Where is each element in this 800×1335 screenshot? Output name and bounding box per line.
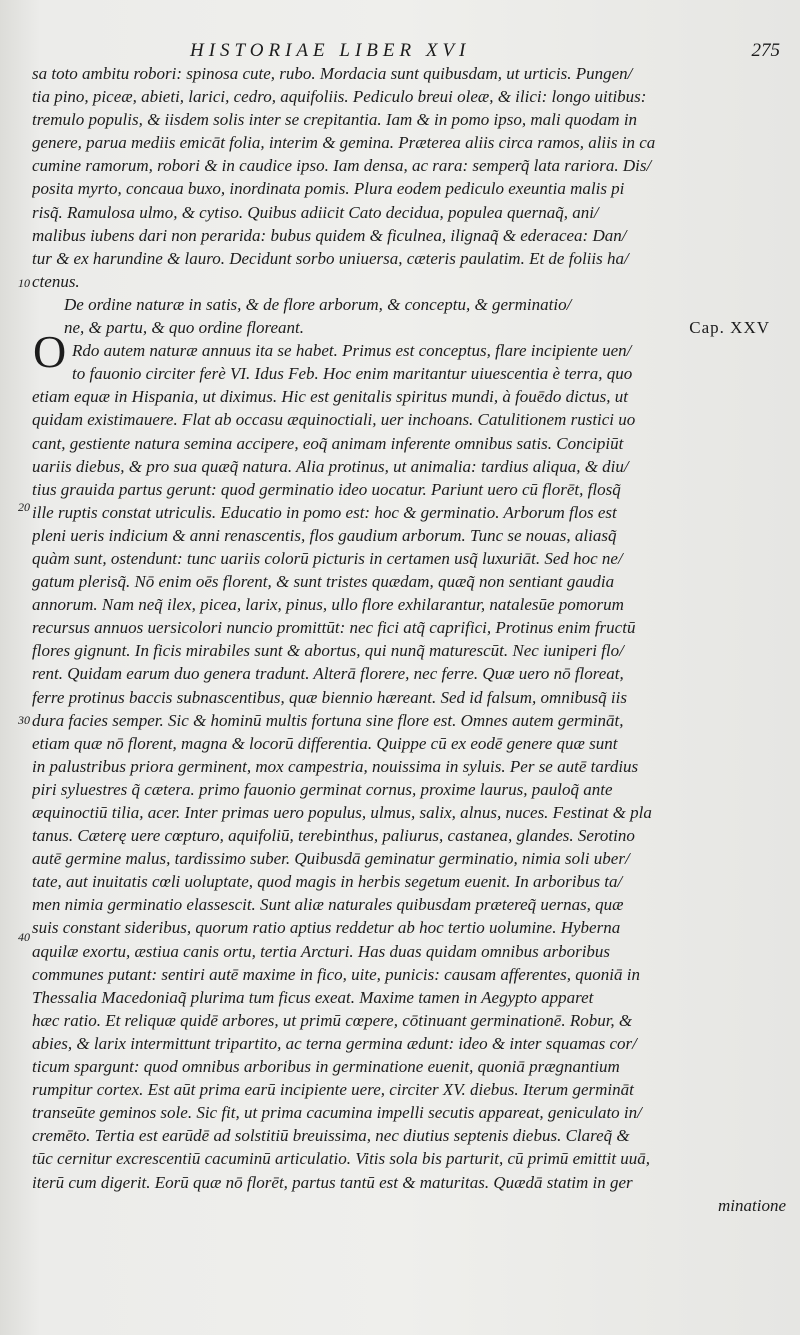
- margin-line-number: 30: [18, 713, 30, 727]
- text-line: quàm sunt, ostendunt: tunc uariis colorū picturis in certamen usq̃ luxuriāt. Sed hoc ne/: [32, 548, 623, 568]
- text-line: genere, parua mediis emicāt folia, interim & gemina. Præterea aliis circa ramos, aliis in ca: [32, 133, 656, 153]
- text-line: men nimia germinatio elassescit. Sunt aliæ naturales quibusdam prætereq̃ uernas, quæ: [32, 895, 624, 915]
- text-line: to fauonio circiter ferè VI. Idus Feb. Hoc enim maritantur uiuescentia è terra, quo: [72, 364, 633, 384]
- text-line: in palustribus priora germinent, mox campestria, nouissima in syluis. Per se autē tardius: [32, 756, 639, 776]
- text-line: transeūte geminos sole. Sic fit, ut prima cacumina impelli secutis appareat, geniculato in/: [32, 1103, 642, 1123]
- margin-line-number: 10: [18, 276, 30, 290]
- text-line: tia pino, piceæ, abieti, larici, cedro, aquifoliis. Pediculo breui oleæ, & ilici: longo uitibus:: [32, 87, 647, 107]
- text-line: flores gignunt. In ficis mirabiles sunt & abortus, qui nunq̃ maturescūt. Nec iuniperi flo/: [32, 641, 624, 661]
- chapter-body: [32, 339, 792, 1217]
- page-number: 275: [751, 40, 780, 61]
- text-line: cant, gestiente natura semina accipere, eoq̃ animam inferente omnibus satis. Concipiūt: [32, 433, 624, 453]
- text-line: gatum plerisq̃. Nō enim oēs florent, & sunt tristes quædam, quæq̃ non sentiant gaudia: [32, 572, 615, 592]
- chapter-title-continued: ne, & partu, & quo ordine floreant. Cap. XXV: [32, 316, 792, 339]
- text-line: etiam quæ nō florent, magna & locorū differentia. Quippe cū ex eodē genere quæ sunt: [32, 733, 618, 753]
- text-line: cremēto. Tertia est earūdē ad solstitiū breuissima, nec diutius septenis diebus. Clareq̃ &: [32, 1126, 630, 1146]
- text-line: Thessalia Macedoniaq̃ plurima tum ficus exeat. Maxime tamen in Aegypto apparet: [32, 987, 594, 1007]
- text-line: iterū cum digerit. Eorū quæ nō florēt, partus tantū est & maturitas. Quædā statim in ger: [32, 1172, 633, 1192]
- text-line: ctenus.: [32, 271, 80, 291]
- text-line: cumine ramorum, robori & in caudice ipso. Iam densa, ac rara: semperq̃ lata rariora. Dis/: [32, 156, 652, 176]
- drop-cap-initial: O: [33, 326, 67, 377]
- text-line: minatione: [718, 1195, 786, 1215]
- text-line: suis constant sideribus, quorum ratio aptius reddetur ab hoc tertio uolumine. Hyberna: [32, 918, 621, 938]
- text-line: rumpitur cortex. Est aūt prima earū incipiente uere, circiter XV. diebus. Iterum germināt: [32, 1080, 634, 1100]
- text-line: tius grauida partus gerunt: quod germinatio ideo uocatur. Pariunt uero cū florēt, flosq̃: [32, 479, 621, 499]
- text-line: ticum spargunt: quod omnibus arboribus in germinatione euenit, quoniā prægnantium: [32, 1057, 620, 1077]
- chapter-title: De ordine naturæ in satis, & de flore arborum, & conceptu, & germinatio/: [64, 294, 572, 314]
- text-line: rent. Quidam earum duo genera tradunt. Alterā florere, nec ferre. Quæ uero nō floreat,: [32, 664, 624, 684]
- text-line: pleni ueris indicium & anni renascentis, flos gaudium arborum. Tunc se nouas, aliasq̃: [32, 525, 617, 545]
- text-line: annorum. Nam neq̃ ilex, picea, larix, pinus, ullo flore exhilarantur, natalesūe pomorum: [32, 595, 624, 615]
- text-line: tremulo populis, & iisdem solis inter se crepitantia. Iam & in pomo ipso, mali quodam in: [32, 110, 638, 130]
- text-line: quidam existimauere. Flat ab occasu æquinoctiali, uer inchoans. Catulitionem rustici uo: [32, 410, 636, 430]
- text-line: uariis diebus, & pro sua quæq̃ natura. Alia protinus, ut animalia: tardius aliqua, & diu/: [32, 456, 629, 476]
- text-line: aquilæ exortu, æstiua canis ortu, tertia Arcturi. Has duas quidam omnibus arboribus: [32, 941, 611, 961]
- margin-line-number: 20: [18, 500, 30, 514]
- text-line: posita myrto, concaua buxo, inordinata pomis. Plura eodem pediculo exeuntia malis pi: [32, 179, 625, 199]
- body-text: [32, 62, 792, 1217]
- text-line: tanus. Cæterę uere cœpturo, aquifoliū, terebinthus, paliurus, castanea, glandes. Serotino: [32, 826, 635, 846]
- text-line: ille ruptis constat utriculis. Educatio in pomo est: hoc & germinatio. Arborum flos est: [32, 502, 617, 522]
- text-line: Rdo autem naturæ annuus ita se habet. Primus est conceptus, flare incipiente uen/: [72, 341, 632, 361]
- text-line: risq̃. Ramulosa ulmo, & cytiso. Quibus adiicit Cato decidua, populea quernaq̃, ani/: [32, 202, 599, 222]
- text-line: tur & ex harundine & lauro. Decidunt sorbo uniuersa, cæteris paulatim. Et de foliis ha/: [32, 248, 629, 268]
- text-line: dura facies semper. Sic & hominū multis fortuna sine flore est. Omnes autem germināt,: [32, 710, 624, 730]
- paragraph-before-chapter: [32, 62, 792, 293]
- text-line: abies, & larix intermittunt tripartito, ac terna germina ædunt: ideo & inter squamas cor/: [32, 1033, 637, 1053]
- text-line: sa toto ambitu robori: spinosa cute, rubo. Mordacia sunt quibusdam, ut urticis. Pungen/: [32, 64, 633, 83]
- text-line: malibus iubens dari non perarida: bubus quidem & ficulnea, ilignaq̃ & ederacea: Dan/: [32, 225, 627, 245]
- text-line: piri syluestres q̃ cætera. primo fauonio germinat cornus, proxime laurus, pauloq̃ ante: [32, 779, 613, 799]
- text-line: autē germine malus, tardissimo suber. Quibusdā geminatur germinatio, nimia soli uber/: [32, 849, 630, 869]
- chapter-label: Cap. XXV: [689, 318, 770, 338]
- text-line: tate, aut inuitatis cœli uoluptate, quod magis in herbis segetum euenit. In arboribus ta/: [32, 872, 623, 892]
- text-line: etiam equæ in Hispania, ut diximus. Hic est genitalis spiritus mundi, à fouēdo dictus, ut: [32, 387, 628, 407]
- text-line: communes putant: sentiri autē maxime in fico, uite, punicis: causam afferentes, quoniā in: [32, 964, 640, 984]
- text-line: tūc cernitur excrescentiū cacuminū articulatio. Vitis sola bis parturit, cū primū emittit uuā,: [32, 1149, 651, 1169]
- text-line: recursus annuos uersicolori nuncio promittūt: nec fici atq̃ caprifici, Protinus enim fructū: [32, 618, 636, 638]
- page-header: [180, 40, 780, 64]
- running-head: HISTORIAE LIBER XVI: [190, 40, 471, 61]
- text-line: hæc ratio. Et reliquæ quidē arbores, ut primū cœpere, cōtinuant germinationē. Robur, &: [32, 1010, 633, 1030]
- margin-line-number: 40: [18, 930, 30, 944]
- text-line: ferre protinus baccis subnascentibus, quæ biennio hæreant. Sed id falsum, omnibusq̃ iis: [32, 687, 627, 707]
- text-line: æquinoctiū tilia, acer. Inter primas uero populus, ulmus, salix, alnus, nuces. Festinat & pla: [32, 803, 652, 822]
